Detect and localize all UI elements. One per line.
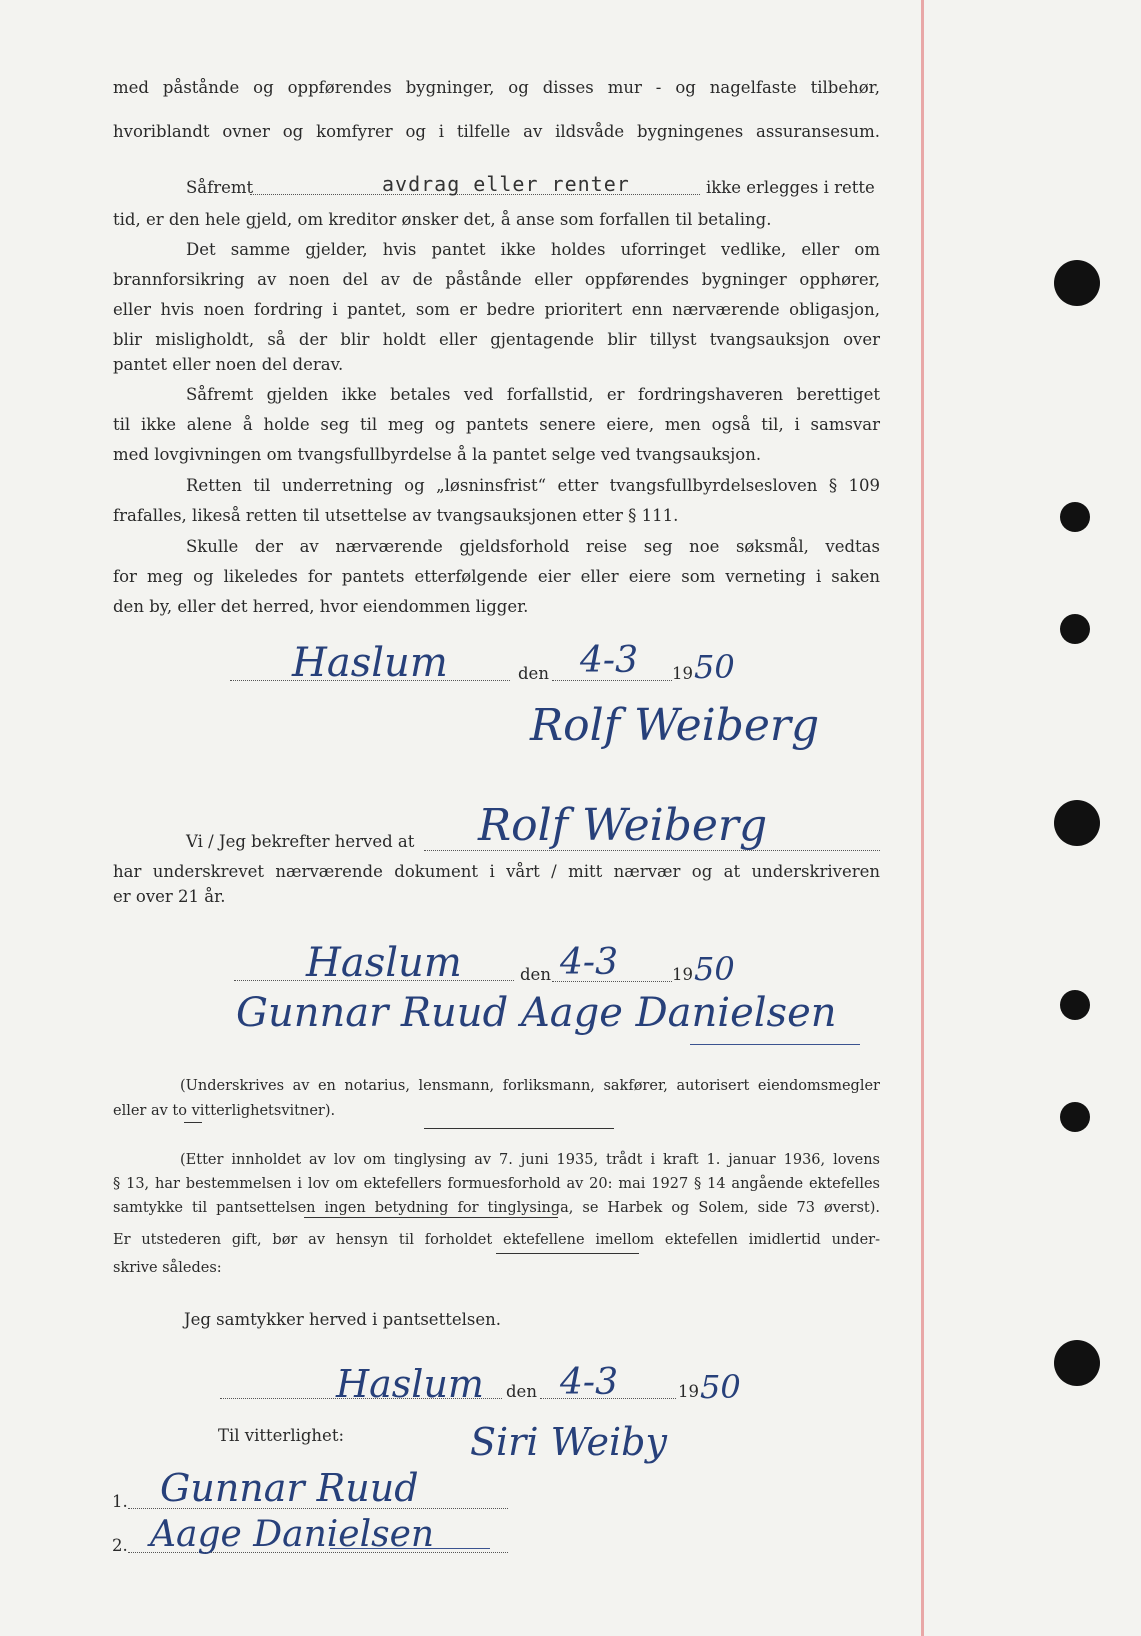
handwritten-place: Haslum bbox=[306, 940, 462, 986]
text-line: blir misligholdt, så der blir holdt eller gjentagende blir tillyst tvangsauksjon over bbox=[113, 330, 880, 349]
text-line: Skulle der av nærværende gjeldsforhold reise seg noe søksmål, vedtas bbox=[186, 537, 880, 556]
text-line: med påstånde og oppførendes bygninger, og disses mur - og nagelfaste tilbehør, bbox=[113, 78, 880, 97]
text-line: har underskrevet nærværende dokument i vårt / mitt nærvær og at underskriveren bbox=[113, 862, 880, 881]
note-line: (Underskrives av en notarius, lensmann, forliksmann, sakfører, autorisert eiendomsmegler bbox=[180, 1078, 880, 1094]
text-line: er over 21 år. bbox=[113, 887, 226, 906]
law-line: (Etter innholdet av lov om tinglysing av 7. juni 1935, trådt i kraft 1. januar 1936, lovens bbox=[180, 1152, 880, 1168]
text-line: hvoriblandt ovner og komfyrer og i tilfelle av ildsvåde bygningenes assuransesum. bbox=[113, 122, 880, 141]
handwritten-spouse-signature: Siri Weiby bbox=[470, 1420, 667, 1464]
margin-rule bbox=[921, 0, 924, 1636]
handwritten-year: 50 bbox=[694, 950, 735, 988]
handwritten-witness-2: Aage Danielsen bbox=[150, 1514, 435, 1555]
den-label: den bbox=[520, 965, 551, 984]
text-line: Såfremt gjelden ikke betales ved forfallstid, er fordringshaveren berettiget bbox=[186, 385, 880, 404]
text-line: Det samme gjelder, hvis pantet ikke holdes uforringet vedlike, eller om bbox=[186, 240, 880, 259]
witness-number: 1. bbox=[112, 1492, 128, 1511]
safremt-tail: ikke erlegges i rette bbox=[706, 178, 875, 197]
handwritten-date: 4-3 bbox=[560, 942, 618, 983]
note-line: eller av to vitterlighetsvitner). bbox=[113, 1103, 336, 1119]
text-line: til ikke alene å holde seg til meg og pantets senere eiere, men også til, i samsvar bbox=[113, 415, 880, 434]
punch-hole bbox=[1054, 800, 1100, 846]
text-line: den by, eller det herred, hvor eiendommen ligger. bbox=[113, 597, 529, 616]
consent-text: Jeg samtykker herved i pantsettelsen. bbox=[184, 1310, 501, 1329]
handwritten-witness-1: Gunnar Ruud bbox=[160, 1466, 419, 1510]
year-prefix: 19 bbox=[672, 664, 693, 683]
law-line: samtykke til pantsettelsen ingen betydning for tinglysinga, se Harbek og Solem, side 73 øverst). bbox=[113, 1200, 880, 1216]
witness-number: 2. bbox=[112, 1536, 128, 1555]
law-line: § 13, har bestemmelsen i lov om ektefellers formuesforhold av 20: mai 1927 § 14 angående ektefelles bbox=[113, 1176, 880, 1192]
mark-dash bbox=[184, 1122, 202, 1123]
text-line: Retten til underretning og „løsninsfrist“ etter tvangsfullbyrdelsesloven § 109 bbox=[186, 476, 880, 495]
handwritten-place: Haslum bbox=[292, 640, 448, 686]
law-line: skrive således: bbox=[113, 1260, 222, 1276]
text-line: pantet eller noen del derav. bbox=[113, 355, 344, 374]
underline bbox=[304, 1217, 558, 1218]
year-prefix: 19 bbox=[678, 1382, 699, 1401]
text-line: med lovgivningen om tvangsfullbyrdelse å la pantet selge ved tvangsauksjon. bbox=[113, 445, 762, 464]
handwritten-signature: Rolf Weiberg bbox=[478, 800, 768, 851]
punch-hole bbox=[1060, 990, 1090, 1020]
text-line: eller hvis noen fordring i pantet, som er bedre prioritert enn nærværende obligasjon, bbox=[113, 300, 880, 319]
law-line: Er utstederen gift, bør av hensyn til forholdet ektefellene imellom ektefellen imidlertid under- bbox=[113, 1232, 880, 1248]
text-line: brannforsikring av noen del av de påstånde eller oppførendes bygninger opphører, bbox=[113, 270, 880, 289]
punch-hole bbox=[1054, 260, 1100, 306]
underline bbox=[496, 1253, 639, 1254]
handwritten-signature: Rolf Weiberg bbox=[530, 700, 820, 751]
text-line: frafalles, likeså retten til utsettelse av tvangsauksjonen etter § 111. bbox=[113, 506, 679, 525]
signature-flourish bbox=[690, 1044, 860, 1045]
typed-fill-text: avdrag eller renter bbox=[382, 172, 630, 196]
year-prefix: 19 bbox=[672, 965, 693, 984]
punch-hole bbox=[1060, 502, 1090, 532]
text-line: tid, er den hele gjeld, om kreditor ønsker det, å anse som forfallen til betaling. bbox=[113, 210, 772, 229]
handwritten-witness-signatures: Gunnar Ruud Aage Danielsen bbox=[236, 990, 837, 1036]
signature-flourish bbox=[330, 1548, 490, 1549]
punch-hole bbox=[1060, 1102, 1090, 1132]
handwritten-year: 50 bbox=[700, 1368, 741, 1406]
section-divider bbox=[424, 1128, 614, 1129]
handwritten-date: 4-3 bbox=[580, 640, 638, 681]
vitterlighet-label: Til vitterlighet: bbox=[218, 1426, 345, 1445]
punch-hole bbox=[1054, 1340, 1100, 1386]
handwritten-year: 50 bbox=[694, 648, 735, 686]
confirm-label: Vi / Jeg bekrefter herved at bbox=[186, 832, 415, 851]
den-label: den bbox=[518, 664, 549, 683]
text-line: for meg og likeledes for pantets etterfølgende eier eller eiere som verneting i saken bbox=[113, 567, 880, 586]
punch-hole bbox=[1060, 614, 1090, 644]
safremt-label: Såfremt bbox=[186, 178, 254, 197]
handwritten-place: Haslum bbox=[336, 1362, 484, 1406]
handwritten-date: 4-3 bbox=[560, 1362, 618, 1403]
den-label: den bbox=[506, 1382, 537, 1401]
